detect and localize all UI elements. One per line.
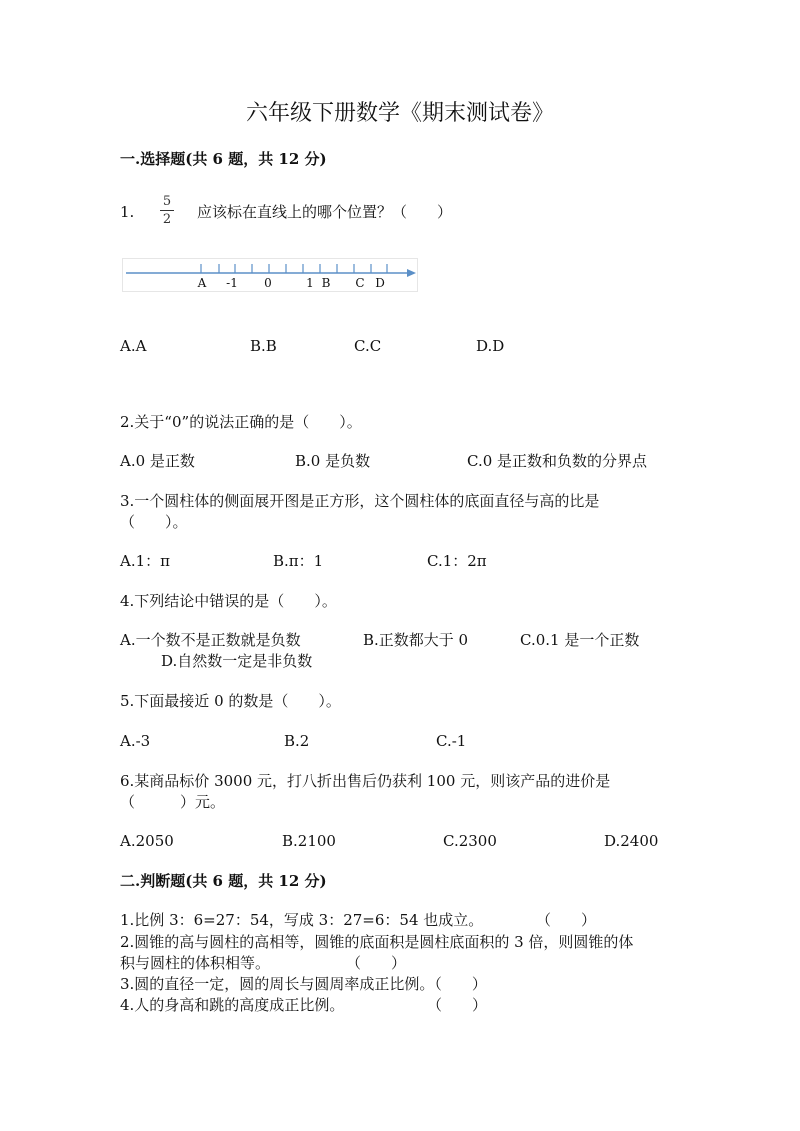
section-1-heading: 一.选择题(共 6 题，共 12 分) [120, 150, 327, 168]
number-line-label-a: A [197, 276, 207, 290]
q4-option-d: D.自然数一定是非负数 [161, 652, 313, 670]
number-line-label-b: B [321, 276, 331, 290]
q5-text: 5.下面最接近 0 的数是（ ）。 [120, 692, 341, 710]
q3-option-b: B.π：1 [273, 552, 324, 570]
q3-option-a: A.1：π [120, 552, 171, 570]
number-line-label-1: 1 [306, 276, 314, 290]
page-title: 六年级下册数学《期末测试卷》 [245, 101, 554, 126]
q6-text-line2: （ ）元。 [120, 793, 226, 811]
q6-option-a: A.2050 [120, 832, 174, 850]
number-line-label-0: 0 [264, 276, 272, 290]
q3-text-line1: 3.一个圆柱体的侧面展开图是正方形，这个圆柱体的底面直径与高的比是 [120, 492, 600, 510]
judge-item-4: 4.人的身高和跳的高度成正比例。 [120, 996, 345, 1014]
judge-item-3: 3.圆的直径一定，圆的周长与圆周率成正比例。（ ） [120, 975, 487, 993]
q6-option-c: C.2300 [443, 832, 497, 850]
q5-option-b: B.2 [284, 732, 310, 750]
q6-text-line1: 6.某商品标价 3000 元，打八折出售后仍获利 100 元，则该产品的进价是 [120, 772, 611, 790]
q4-text: 4.下列结论中错误的是（ ）。 [120, 592, 337, 610]
q1-fraction [158, 194, 176, 227]
q1-number-line [122, 258, 420, 296]
q4-option-a: A.一个数不是正数就是负数 [120, 631, 301, 649]
q1-option-d: D.D [476, 337, 505, 355]
q1-fraction-numerator: 5 [162, 194, 172, 209]
q2-text: 2.关于“0”的说法正确的是（ ）。 [120, 413, 362, 431]
number-line-label-c: C [355, 276, 365, 290]
q5-option-c: C.-1 [436, 732, 467, 750]
q6-option-d: D.2400 [604, 832, 659, 850]
number-line-label-d: D [375, 276, 385, 290]
q5-option-a: A.-3 [120, 732, 151, 750]
judge-item-1: 1.比例 3：6=27：54，写成 3：27=6：54 也成立。 [120, 911, 484, 929]
fraction-bar [160, 210, 174, 211]
q2-option-a: A.0 是正数 [120, 452, 195, 470]
q1-number: 1. [120, 203, 135, 221]
q1-option-c: C.C [354, 337, 382, 355]
q2-option-b: B.0 是负数 [295, 452, 371, 470]
q1-option-b: B.B [250, 337, 277, 355]
judge-item-2-answer: （ ） [346, 954, 407, 972]
q4-option-c: C.0.1 是一个正数 [520, 631, 640, 649]
section-2-heading: 二.判断题(共 6 题，共 12 分) [120, 872, 327, 890]
judge-item-2-line1: 2.圆锥的高与圆柱的高相等，圆锥的底面积是圆柱底面积的 3 倍，则圆锥的体 [120, 933, 634, 951]
q1-fraction-denominator: 2 [162, 212, 172, 227]
q3-text-line2: （ ）。 [120, 513, 188, 531]
q2-option-c: C.0 是正数和负数的分界点 [467, 452, 648, 470]
q4-option-b: B.正数都大于 0 [363, 631, 469, 649]
q1-text: 应该标在直线上的哪个位置？（ ） [197, 203, 453, 221]
q1-option-a: A.A [120, 337, 147, 355]
judge-item-1-answer: （ ） [536, 911, 597, 929]
judge-item-4-answer: （ ） [427, 996, 488, 1014]
judge-item-2-line2: 积与圆柱的体积相等。 [120, 954, 271, 972]
q3-option-c: C.1：2π [427, 552, 487, 570]
q6-option-b: B.2100 [282, 832, 336, 850]
number-line-label-neg1: -1 [226, 276, 238, 290]
